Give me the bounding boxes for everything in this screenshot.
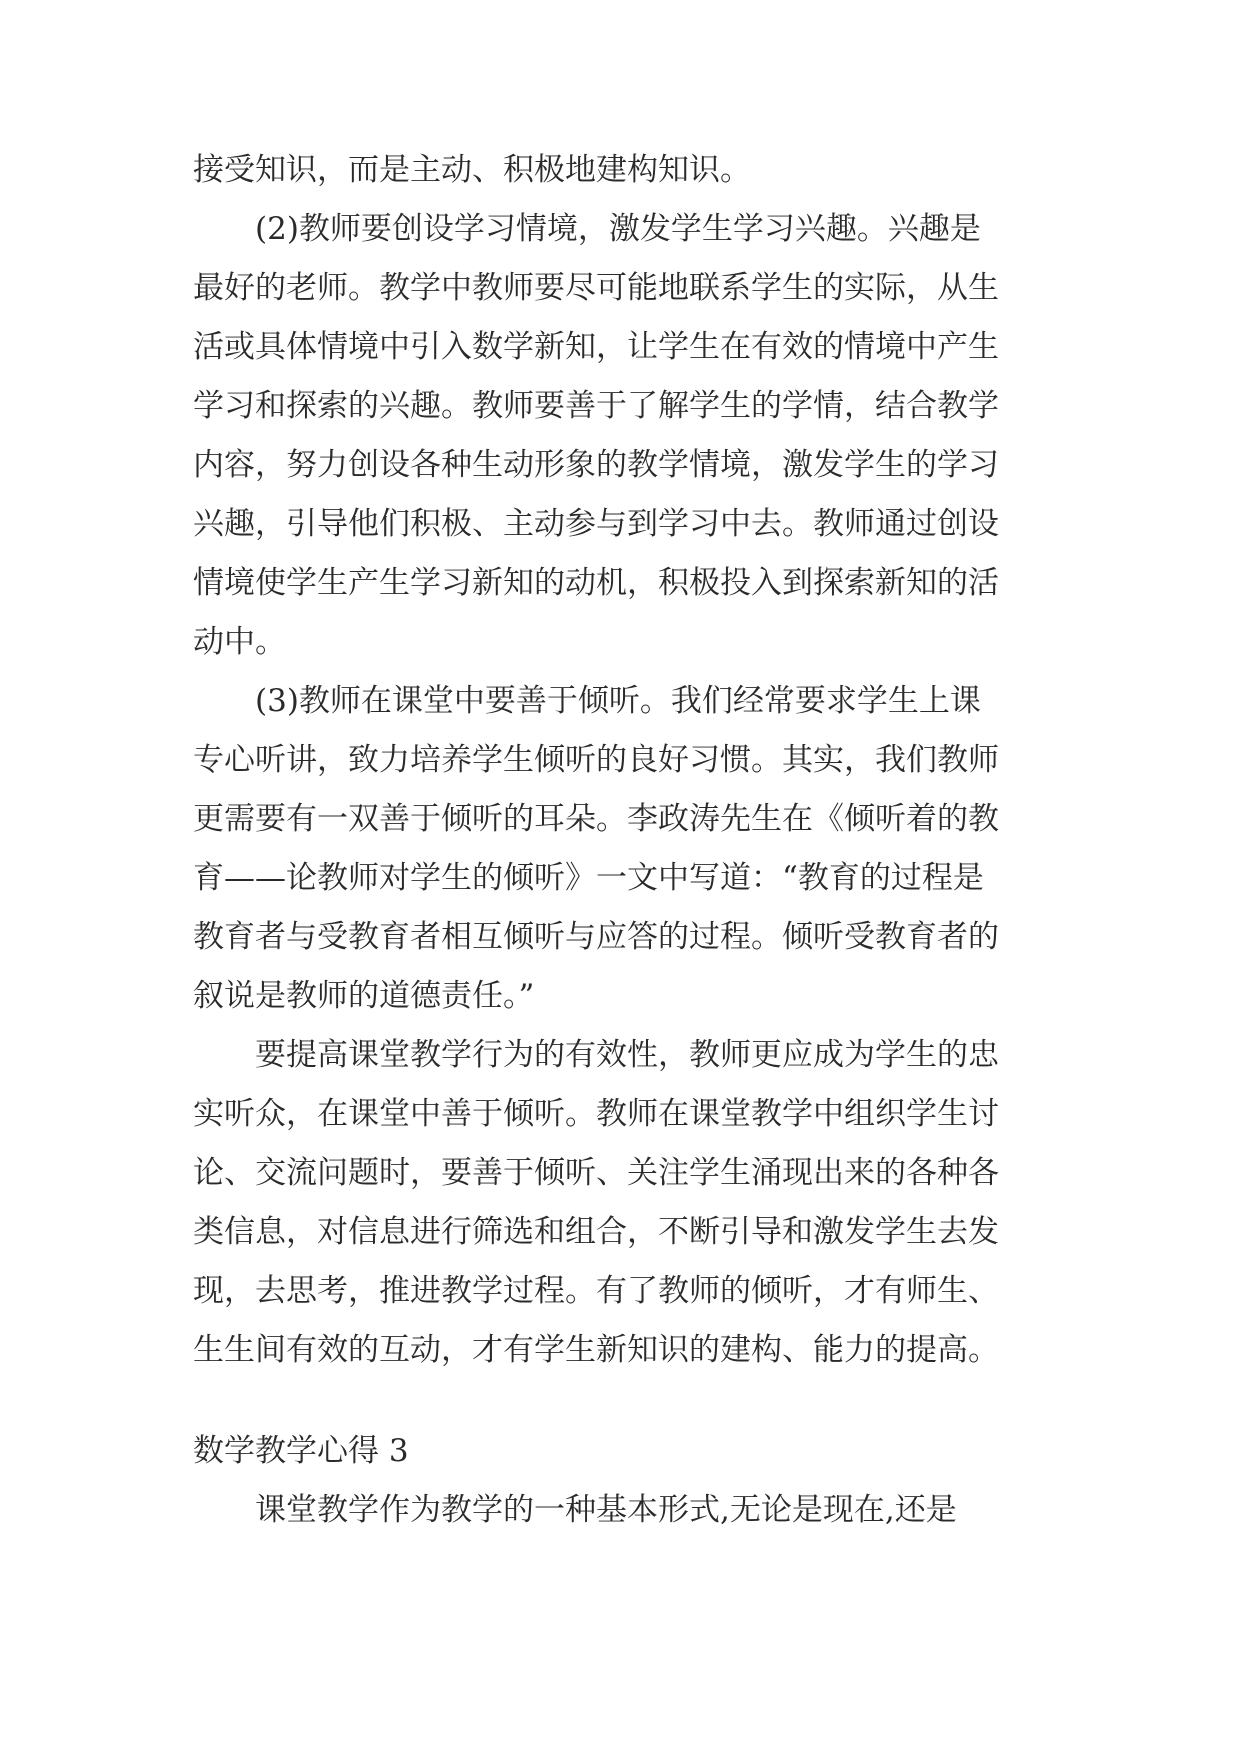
text-line: 接受知识，而是主动、积极地建构知识。 [193,152,751,188]
text-line: 情境使学生产生学习新知的动机，积极投入到探索新知的活 [193,565,999,601]
paragraph-4-start: 要提高课堂教学行为的有效性，教师更应成为学生的忠 [255,1037,999,1073]
text-line: 动中。 [193,624,286,660]
text-line: 学习和探索的兴趣。教师要善于了解学生的学情，结合教学 [193,388,999,424]
section-heading: 数学教学心得 3 [193,1433,409,1469]
text-line: 现，去思考，推进教学过程。有了教师的倾听，才有师生、 [193,1273,999,1309]
text-line: 专心听讲，致力培养学生倾听的良好习惯。其实，我们教师 [193,742,999,778]
text-line: 类信息，对信息进行筛选和组合，不断引导和激发学生去发 [193,1214,999,1250]
text-line: 生生间有效的互动，才有学生新知识的建构、能力的提高。 [193,1332,999,1368]
text-line: 实听众，在课堂中善于倾听。教师在课堂教学中组织学生讨 [193,1096,999,1132]
text-line: 更需要有一双善于倾听的耳朵。李政涛先生在《倾听着的教 [193,801,999,837]
text-line: 兴趣，引导他们积极、主动参与到学习中去。教师通过创设 [193,506,999,542]
text-line: 内容，努力创设各种生动形象的教学情境，激发学生的学习 [193,447,999,483]
text-line: 教育者与受教育者相互倾听与应答的过程。倾听受教育者的 [193,919,999,955]
text-line: 论、交流问题时，要善于倾听、关注学生涌现出来的各种各 [193,1155,999,1191]
paragraph-2-start: (2)教师要创设学习情境，激发学生学习兴趣。兴趣是 [255,211,981,247]
text-line: 叙说是教师的道德责任。” [193,978,535,1014]
text-line: 最好的老师。教学中教师要尽可能地联系学生的实际，从生 [193,270,999,306]
text-line: 育——论教师对学生的倾听》一文中写道：“教育的过程是 [193,860,984,896]
paragraph-5-start: 课堂教学作为教学的一种基本形式,无论是现在,还是 [255,1492,957,1528]
paragraph-3-start: (3)教师在课堂中要善于倾听。我们经常要求学生上课 [255,683,981,719]
text-line: 活或具体情境中引入数学新知，让学生在有效的情境中产生 [193,329,999,365]
